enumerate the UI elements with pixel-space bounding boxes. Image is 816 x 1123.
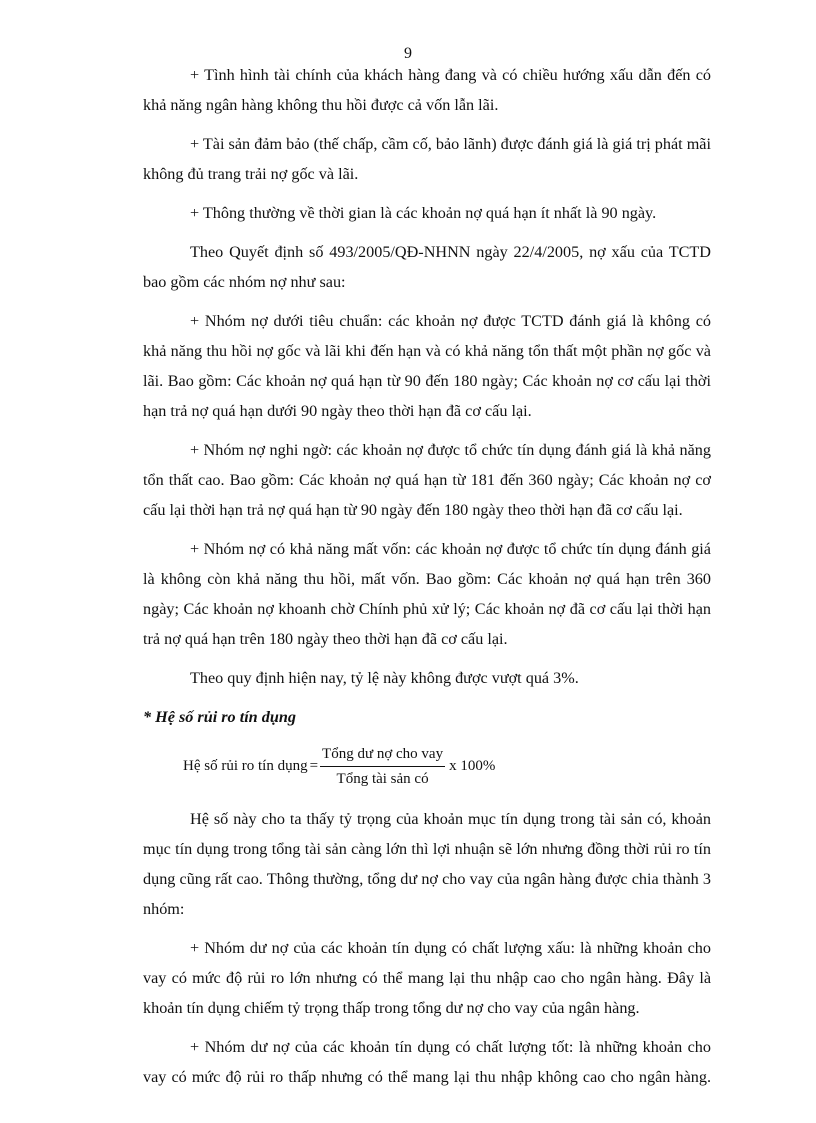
paragraph-customer-finance: + Tình hình tài chính của khách hàng đang và có chiều hướng xấu dẫn đến có khả năng ngân hàng không thu hồi được cả vốn lẫn lãi. <box>143 66 711 114</box>
formula-denominator: Tổng tài sản có <box>336 770 429 787</box>
section-heading-credit-risk-ratio: * Hệ số rủi ro tín dụng <box>143 708 296 726</box>
paragraph-loss-debt: + Nhóm nợ có khả năng mất vốn: các khoản nợ được tổ chức tín dụng đánh giá là không còn khả năng thu hồi, mất vốn. Bao gồm: Các khoản nợ quá hạn trên 360 ngày; Các khoản nợ khoanh chờ Chính phủ xử lý; Các khoản nợ đã cơ cấu lại thời hạn trả nợ quá hạn trên 180 ngày theo thời hạn đã cơ cấu lại. <box>143 540 711 648</box>
formula-multiplier: x 100% <box>449 758 496 774</box>
paragraph-bad-quality-group: + Nhóm dư nợ của các khoản tín dụng có chất lượng xấu: là những khoản cho vay có mức độ rủi ro lớn nhưng có thể mang lại thu nhập cao cho ngân hàng. Đây là khoản tín dụng chiếm tỷ trọng thấp trong tổng dư nợ cho vay của ngân hàng. <box>143 939 711 1017</box>
paragraph-ratio-limit: Theo quy định hiện nay, tỷ lệ này không được vượt quá 3%. <box>190 669 579 687</box>
paragraph-substandard-debt: + Nhóm nợ dưới tiêu chuẩn: các khoản nợ được TCTD đánh giá là không có khả năng thu hồi nợ gốc và lãi khi đến hạn và có khả năng tổn thất một phần nợ gốc và lãi. Bao gồm: Các khoản nợ quá hạn từ 90 đến 180 ngày; Các khoản nợ cơ cấu lại thời hạn trả nợ quá hạn dưới 90 ngày theo thời hạn đã cơ cấu lại. <box>143 312 711 420</box>
paragraph-collateral: + Tài sản đảm bảo (thế chấp, cầm cố, bảo lãnh) được đánh giá là giá trị phát mãi không đủ trang trải nợ gốc và lãi. <box>143 135 711 183</box>
paragraph-decision-493: Theo Quyết định số 493/2005/QĐ-NHNN ngày 22/4/2005, nợ xấu của TCTD bao gồm các nhóm nợ như sau: <box>143 243 711 291</box>
page-number: 9 <box>404 45 412 62</box>
paragraph-ratio-explanation: Hệ số này cho ta thấy tỷ trọng của khoản mục tín dụng trong tài sản có, khoản mục tín dụng trong tổng tài sản càng lớn thì lợi nhuận sẽ lớn nhưng đồng thời rủi ro tín dụng cũng rất cao. Thông thường, tổng dư nợ cho vay của ngân hàng được chia thành 3 nhóm: <box>143 810 711 918</box>
paragraph-doubtful-debt: + Nhóm nợ nghi ngờ: các khoản nợ được tổ chức tín dụng đánh giá là khả năng tổn thất cao. Bao gồm: Các khoản nợ quá hạn từ 181 đến 360 ngày; Các khoản nợ cơ cấu lại thời hạn trả nợ quá hạn từ 90 ngày đến 180 ngày theo thời hạn đã cơ cấu lại. <box>143 441 711 519</box>
formula-lhs: Hệ số rủi ro tín dụng <box>183 758 308 774</box>
document-body <box>143 60 711 1101</box>
paragraph-good-quality-group: + Nhóm dư nợ của các khoản tín dụng có chất lượng tốt: là những khoản cho vay có mức độ rủi ro thấp nhưng có thể mang lại thu nhập không cao cho ngân hàng. <box>143 1038 711 1086</box>
formula-fraction <box>320 744 445 789</box>
paragraph-overdue-time: + Thông thường về thời gian là các khoản nợ quá hạn ít nhất là 90 ngày. <box>190 204 657 222</box>
credit-risk-formula <box>183 740 711 792</box>
formula-equals: = <box>309 758 319 774</box>
formula-numerator: Tổng dư nợ cho vay <box>320 744 445 767</box>
